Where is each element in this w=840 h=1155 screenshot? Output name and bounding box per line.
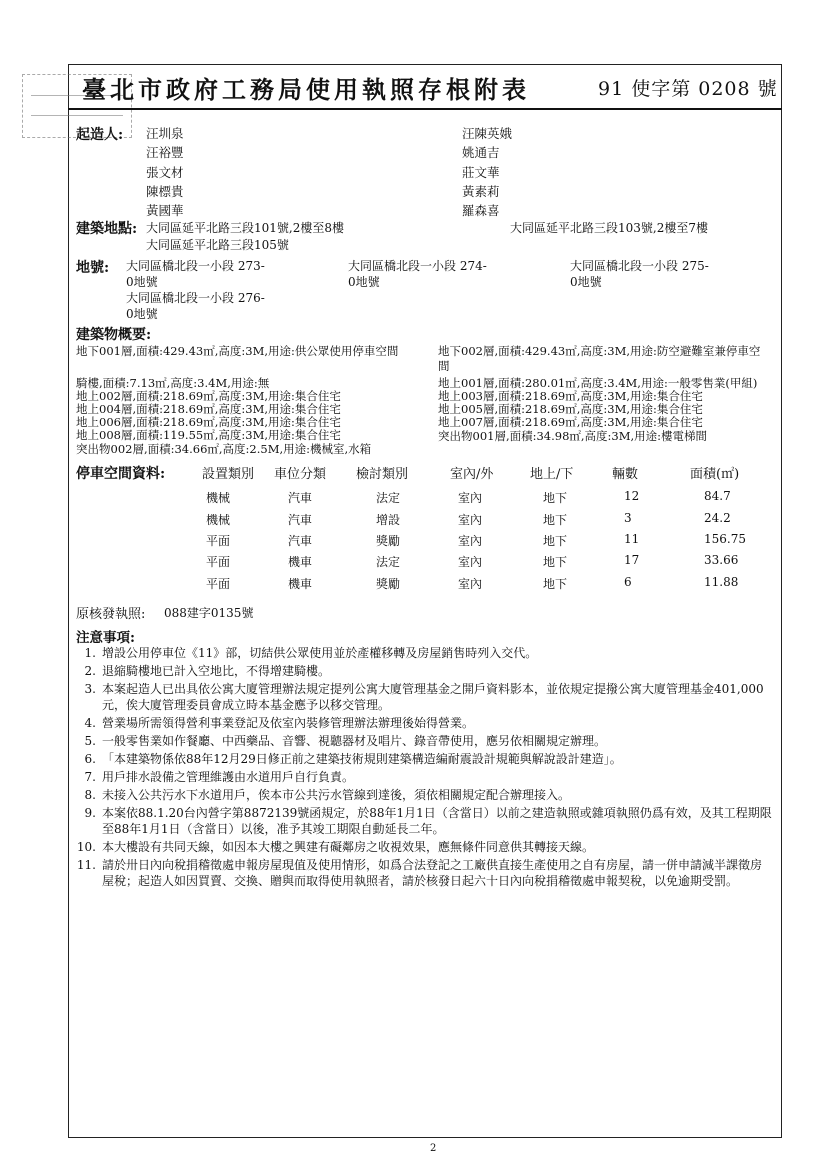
building-floor: 地上001層,面積:280.01㎡,高度:3.4M,用途:一般零售業(甲組) [438, 376, 758, 390]
table-cell: 12 [624, 489, 640, 503]
table-cell: 24.2 [704, 511, 731, 525]
table-cell: 室內 [458, 513, 483, 527]
building-floor: 地上002層,面積:218.69㎡,高度:3M,用途:集合住宅 [76, 389, 341, 403]
founders-col1 [146, 124, 184, 220]
building-floor: 突出物001層,面積:34.98㎡,高度:3M,用途:樓電梯間 [438, 429, 708, 443]
table-cell: 33.66 [704, 553, 739, 567]
table-cell: 汽車 [288, 491, 313, 505]
building-floor: 地下002層,面積:429.43㎡,高度:3M,用途:防空避難室兼停車空 [438, 344, 761, 358]
table-cell: 機車 [288, 577, 313, 591]
building-floor: 地下001層,面積:429.43㎡,高度:3M,用途:供公眾使用停車空間 [76, 344, 399, 358]
table-cell: 獎勵 [376, 577, 401, 591]
parking-header: 面積(㎡) [690, 467, 740, 482]
note-number: 3. [84, 682, 96, 696]
table-cell: 室內 [458, 577, 483, 591]
table-cell: 17 [624, 553, 640, 567]
table-cell: 汽車 [288, 534, 313, 548]
note-number: 8. [84, 788, 96, 802]
lot-line: 0地號 [126, 307, 158, 321]
table-cell: 3 [624, 511, 632, 525]
parking-header: 檢討類別 [356, 467, 409, 482]
note-number: 11. [76, 858, 96, 872]
table-cell: 地下 [543, 534, 568, 548]
founder-name: 黃素莉 [462, 183, 500, 199]
table-cell: 獎勵 [376, 534, 401, 548]
note-number: 5. [84, 734, 96, 748]
lot-line: 大同區橋北段一小段 274- [348, 259, 487, 273]
document-title: 臺北市政府工務局使用執照存根附表 [82, 75, 530, 104]
founder-name: 羅森喜 [462, 203, 500, 219]
note-number: 6. [84, 752, 96, 766]
note-number: 7. [84, 770, 96, 784]
founders-col2 [462, 124, 512, 220]
note-number: 2. [84, 664, 96, 678]
lot-line: 0地號 [126, 275, 158, 289]
site-label: 建築地點: [76, 221, 138, 237]
note-text: 用戶排水設備之管理維護由水道用戶自行負責。 [102, 770, 355, 784]
table-cell: 機械 [206, 491, 231, 505]
table-cell: 地下 [543, 555, 568, 569]
lot-item [126, 258, 265, 290]
table-cell: 156.75 [704, 532, 746, 546]
founder-name: 汪陳英娥 [462, 126, 513, 141]
table-cell: 法定 [376, 491, 401, 505]
parking-header: 地上/下 [530, 467, 574, 482]
original-permit-value: 088建字0135號 [164, 606, 254, 620]
note-text: 營業場所需領得營利事業登記及依室內裝修管理辦法辦理後始得營業。 [102, 716, 475, 730]
table-cell: 地下 [543, 513, 568, 527]
note-text: 退縮騎樓地已計入空地比，不得增建騎樓。 [102, 664, 331, 678]
table-cell: 平面 [206, 534, 231, 548]
lot-item [126, 290, 265, 322]
note-item [76, 663, 772, 679]
permit-number: 91 使字第 0208 號 [598, 78, 778, 100]
building-floor: 地上003層,面積:218.69㎡,高度:3M,用途:集合住宅 [438, 389, 703, 403]
founder-name: 汪圳泉 [146, 126, 184, 141]
note-number: 4. [84, 716, 96, 730]
building-floor: 騎樓,面積:7.13㎡,高度:3.4M,用途:無 [76, 376, 270, 390]
lots-label: 地號: [76, 260, 110, 276]
note-text: 未接入公共污水下水道用戶，俟本市公共污水管線到達後，須依相關規定配合辦理接入。 [102, 788, 571, 802]
table-cell: 6 [624, 575, 632, 589]
building-floor: 地上005層,面積:218.69㎡,高度:3M,用途:集合住宅 [438, 402, 703, 416]
note-text: 本案起造人已出具依公寓大廈管理辦法規定提列公寓大廈管理基金之開戶資料影本，並依規定提撥公寓大廈管理基金401,000元，俟大廈管理委員會成立時本基金應予以移交管理。 [102, 682, 764, 712]
table-cell: 11 [624, 532, 640, 546]
parking-label: 停車空間資料: [76, 466, 166, 482]
site-address-1: 大同區延平北路三段101號,2樓至8樓 [146, 221, 344, 235]
note-text: 增設公用停車位《11》部，切結供公眾使用並於產權移轉及房屋銷售時列入交代。 [102, 646, 538, 660]
note-item [76, 751, 772, 767]
original-permit-label: 原核發執照: [76, 607, 146, 622]
founders-label: 起造人: [76, 127, 124, 143]
note-text: 「本建築物係依88年12月29日修正前之建築技術規則建築構造編耐震設計規範與解說設計建造」。 [102, 752, 622, 766]
building-floor: 地上004層,面積:218.69㎡,高度:3M,用途:集合住宅 [76, 402, 341, 416]
table-cell: 機車 [288, 555, 313, 569]
note-item [76, 769, 772, 785]
building-floor: 突出物002層,面積:34.66㎡,高度:2.5M,用途:機械室,水箱 [76, 442, 372, 456]
note-item [76, 805, 772, 837]
building-floor: 地上007層,面積:218.69㎡,高度:3M,用途:集合住宅 [438, 415, 703, 429]
note-number: 9. [84, 806, 96, 820]
notes-list [76, 645, 772, 891]
lot-item [570, 258, 709, 290]
table-cell: 汽車 [288, 513, 313, 527]
note-text: 本案依88.1.20台內營字第8872139號函規定，於88年1月1日（含當日）以前之建造執照或雜項執照仍爲有效，及其工程期限至88年1月1日（含當日）以後，准予其竣工期限自動延長二年。 [102, 806, 772, 836]
page-number: 2 [430, 1143, 437, 1154]
table-cell: 室內 [458, 555, 483, 569]
lot-line: 0地號 [570, 275, 602, 289]
table-cell: 地下 [543, 577, 568, 591]
notes-label: 注意事項: [76, 630, 135, 646]
table-cell: 11.88 [704, 575, 739, 589]
table-cell: 平面 [206, 555, 231, 569]
note-text: 本大樓設有共同天線，如因本大樓之興建有礙鄰房之收視效果，應無條件同意供其轉接天線。 [102, 840, 595, 854]
note-item [76, 839, 772, 855]
founder-name: 張文材 [146, 164, 184, 180]
note-item [76, 715, 772, 731]
building-floor: 地上006層,面積:218.69㎡,高度:3M,用途:集合住宅 [76, 415, 341, 429]
lot-line: 0地號 [348, 275, 380, 289]
parking-header: 車位分類 [274, 467, 327, 482]
note-text: 一般零售業如作餐廳、中西藥品、音響、視聽器材及唱片、錄音帶使用，應另依相關規定辦理。 [102, 734, 607, 748]
table-cell: 地下 [543, 491, 568, 505]
lot-line: 大同區橋北段一小段 275- [570, 259, 709, 273]
founder-name: 陳標貴 [146, 183, 184, 199]
building-floor: 地上008層,面積:119.55㎡,高度:3M,用途:集合住宅 [76, 428, 341, 442]
note-item [76, 733, 772, 749]
note-item [76, 681, 772, 713]
table-cell: 增設 [376, 513, 401, 527]
note-number: 10. [76, 840, 96, 854]
building-label: 建築物概要: [76, 327, 152, 343]
note-item [76, 857, 772, 889]
table-cell: 室內 [458, 491, 483, 505]
parking-header: 設置類別 [202, 467, 255, 482]
note-item [76, 787, 772, 803]
note-text: 請於卅日內向稅捐稽徵處申報房屋現值及使用情形，如爲合法登記之工廠供直接生產使用之自有房屋，請一併申請減半課徵房屋稅；起造人如因買賣、交換、贈與而取得使用執照者，請於核發日起六十日內向稅捐稽徵處申報契稅，以免逾期受罰。 [102, 858, 763, 888]
site-address-3: 大同區延平北路三段105號 [146, 238, 289, 252]
parking-header: 輛數 [612, 467, 639, 482]
founder-name: 莊文華 [462, 164, 500, 180]
note-number: 1. [84, 646, 96, 660]
table-cell: 機械 [206, 513, 231, 527]
founder-name: 汪裕豐 [146, 145, 184, 161]
lot-item [348, 258, 487, 290]
site-address-2: 大同區延平北路三段103號,2樓至7樓 [510, 221, 708, 235]
building-floor: 間 [438, 359, 450, 373]
table-cell: 室內 [458, 534, 483, 548]
table-cell: 法定 [376, 555, 401, 569]
table-cell: 平面 [206, 577, 231, 591]
founder-name: 黃國華 [146, 203, 184, 219]
table-cell: 84.7 [704, 489, 731, 503]
note-item [76, 645, 772, 661]
lot-line: 大同區橋北段一小段 276- [126, 291, 265, 305]
founder-name: 姚通吉 [462, 145, 500, 161]
parking-header: 室內/外 [450, 467, 494, 482]
lot-line: 大同區橋北段一小段 273- [126, 259, 265, 273]
title-divider [68, 108, 782, 110]
